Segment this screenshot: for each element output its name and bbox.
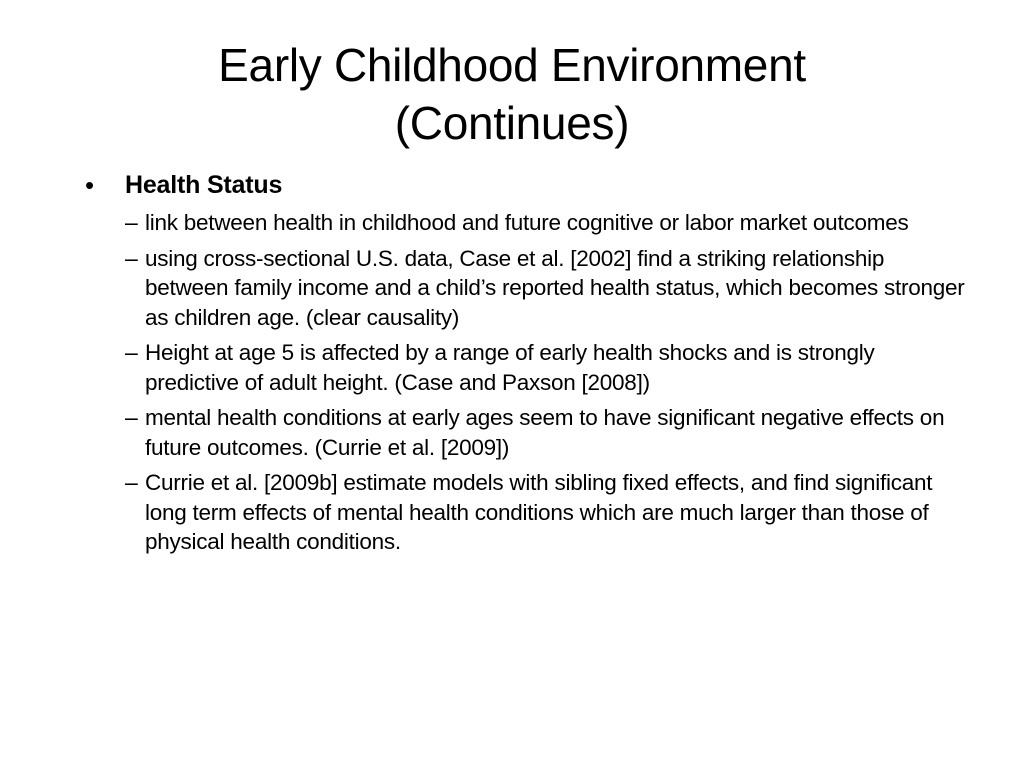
sub-bullet-marker: – [125, 469, 138, 495]
sub-bullet-text: Height at age 5 is affected by a range of early health shocks and is strongly predictive of adult height. (Case and Paxson [2008]) [145, 340, 875, 395]
slide-title [40, 36, 984, 152]
slide-title-line-1: Early Childhood Environment [218, 39, 806, 91]
slide-title-line-2: (Continues) [394, 97, 630, 149]
sub-bullet-marker: – [125, 209, 138, 235]
sub-bullet-text: mental health conditions at early ages seem to have significant negative effects on future outcomes. (Currie et al. [2009]) [145, 405, 945, 460]
sub-bullet-item [125, 338, 965, 397]
sub-bullet-list [125, 208, 965, 557]
sub-bullet-text: Currie et al. [2009b] estimate models with sibling fixed effects, and find significant long term effects of mental health conditions which are much larger than those of physical health conditions. [145, 470, 933, 554]
slide-body [85, 168, 965, 563]
sub-bullet-item [125, 403, 965, 462]
sub-bullet-text: link between health in childhood and future cognitive or labor market outcomes [145, 210, 909, 235]
bullet-marker: • [85, 170, 95, 200]
sub-bullet-marker: – [125, 339, 138, 365]
sub-bullet-marker: – [125, 404, 138, 430]
sub-bullet-item [125, 208, 965, 238]
bullet-label: Health Status [125, 171, 283, 199]
bullet-health-status [85, 168, 965, 202]
sub-bullet-text: using cross-sectional U.S. data, Case et al. [2002] find a striking relationship between family income and a child’s reported health status, which becomes stronger as children age. (clear causality) [145, 245, 965, 330]
sub-bullet-item [125, 468, 965, 557]
sub-bullet-marker: – [125, 244, 138, 271]
sub-bullet-item [125, 244, 965, 333]
